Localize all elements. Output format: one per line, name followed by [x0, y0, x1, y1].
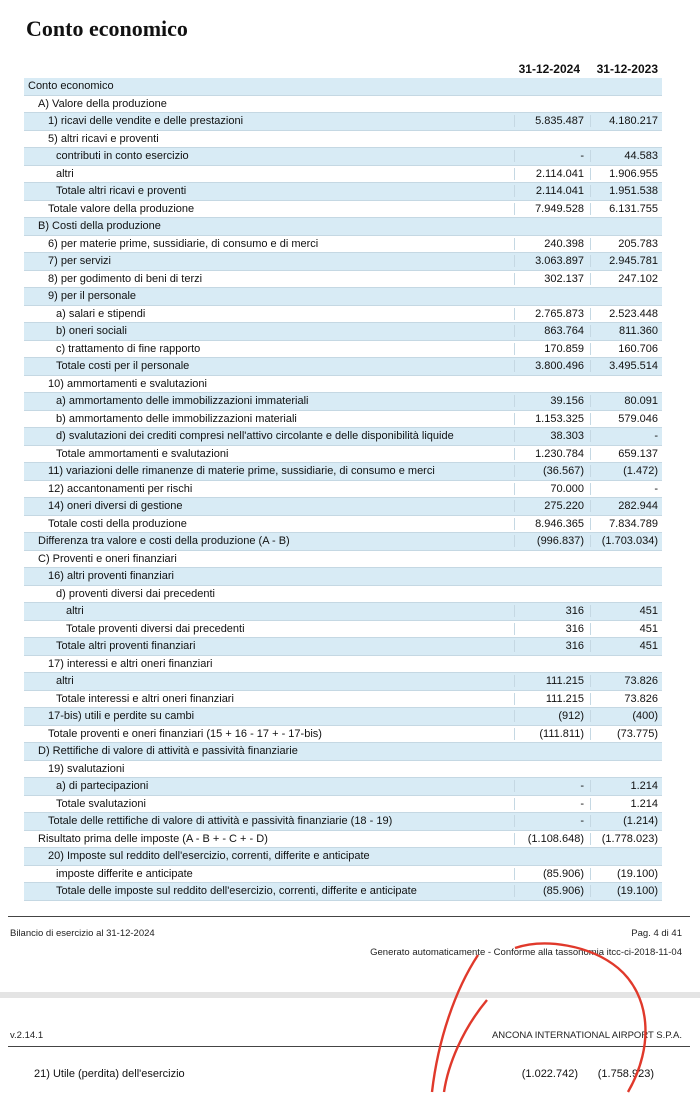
row-value-2024: 275.220: [514, 500, 590, 512]
row-label: 9) per il personale: [48, 290, 137, 303]
table-row: [24, 603, 662, 621]
row-label: altri: [66, 605, 84, 618]
column-header-2023: 31-12-2023: [596, 62, 658, 76]
row-label: D) Rettifiche di valore di attività e passività finanziarie: [38, 745, 298, 758]
row-value-2024: 170.859: [514, 343, 590, 355]
page-break: [0, 992, 700, 998]
row-value-2024: 2.765.873: [514, 308, 590, 320]
row-value-2024: 863.764: [514, 325, 590, 337]
row-label: 6) per materie prime, sussidiarie, di consumo e di merci: [48, 237, 319, 250]
row-value-2023: 451: [590, 623, 662, 635]
row-value-2024: 302.137: [514, 273, 590, 285]
table-row: [24, 358, 662, 376]
row-value-2024: 7.949.528: [514, 203, 590, 215]
row-label: Totale delle imposte sul reddito dell'esercizio, correnti, differite e anticipate: [56, 885, 417, 898]
footer-left: Bilancio di esercizio al 31-12-2024: [10, 928, 155, 939]
row-label: 14) oneri diversi di gestione: [48, 500, 183, 513]
row-label: b) ammortamento delle immobilizzazioni materiali: [56, 412, 297, 425]
table-row: [24, 726, 662, 744]
table-row: [24, 78, 662, 96]
row-value-2023: 247.102: [590, 273, 662, 285]
table-row: [24, 621, 662, 639]
row-value-2023: 2.523.448: [590, 308, 662, 320]
table-row: [24, 498, 662, 516]
table-row: [24, 516, 662, 534]
row-label: 7) per servizi: [48, 255, 111, 268]
table-row: [24, 743, 662, 761]
row-label: 16) altri proventi finanziari: [48, 570, 174, 583]
row-value-2024: 2.114.041: [514, 185, 590, 197]
row-value-2023: 73.826: [590, 693, 662, 705]
row-value-2023: 1.906.955: [590, 168, 662, 180]
table-row: [24, 586, 662, 604]
table-row: [24, 271, 662, 289]
row-label: Totale valore della produzione: [48, 202, 195, 215]
taxonomy-note: Generato automaticamente - Conforme alla tassonomia itcc-ci-2018-11-04: [370, 947, 682, 958]
page-title: Conto economico: [26, 16, 188, 41]
table-row: [24, 691, 662, 709]
final-result-2023: (1.758.923): [597, 1068, 654, 1080]
table-row: [24, 533, 662, 551]
table-row: [24, 428, 662, 446]
row-value-2024: 111.215: [514, 693, 590, 705]
table-row: [24, 568, 662, 586]
table-row: [24, 218, 662, 236]
footer-divider: [8, 916, 690, 917]
row-value-2024: -: [514, 780, 590, 792]
row-value-2023: 7.834.789: [590, 518, 662, 530]
row-value-2023: (400): [590, 710, 662, 722]
row-label: Totale svalutazioni: [56, 797, 146, 810]
row-label: b) oneri sociali: [56, 325, 127, 338]
row-value-2023: (1.214): [590, 815, 662, 827]
row-label: Conto economico: [28, 80, 114, 93]
row-label: a) di partecipazioni: [56, 780, 149, 793]
row-value-2023: 579.046: [590, 413, 662, 425]
row-label: d) proventi diversi dai precedenti: [56, 587, 215, 600]
row-value-2024: (85.906): [514, 868, 590, 880]
income-statement-table: [24, 60, 662, 901]
row-label: 17) interessi e altri oneri finanziari: [48, 657, 213, 670]
row-value-2023: 73.826: [590, 675, 662, 687]
row-value-2023: (73.775): [590, 728, 662, 740]
table-row: [24, 253, 662, 271]
row-value-2023: 1.214: [590, 780, 662, 792]
table-row: [24, 131, 662, 149]
row-value-2023: 451: [590, 640, 662, 652]
row-label: contributi in conto esercizio: [56, 150, 189, 163]
table-row: [24, 656, 662, 674]
row-label: Totale interessi e altri oneri finanziari: [56, 692, 234, 705]
row-value-2024: 3.800.496: [514, 360, 590, 372]
row-value-2023: (19.100): [590, 868, 662, 880]
row-label: d) svalutazioni dei crediti compresi nell'attivo circolante e delle disponibilità liquide: [56, 430, 454, 443]
row-value-2023: (1.778.023): [590, 833, 662, 845]
row-value-2023: 4.180.217: [590, 115, 662, 127]
row-label: Totale proventi e oneri finanziari (15 + 16 - 17 + - 17-bis): [48, 727, 322, 740]
table-row: [24, 323, 662, 341]
row-label: 20) Imposte sul reddito dell'esercizio, correnti, differite e anticipate: [48, 850, 370, 863]
row-label: C) Proventi e oneri finanziari: [38, 552, 177, 565]
final-result-2024: (1.022.742): [521, 1068, 578, 1080]
row-label: 8) per godimento di beni di terzi: [48, 272, 203, 285]
row-value-2023: (1.703.034): [590, 535, 662, 547]
row-value-2024: 316: [514, 623, 590, 635]
table-row: [24, 883, 662, 901]
row-value-2023: 1.214: [590, 798, 662, 810]
final-result-label: 21) Utile (perdita) dell'esercizio: [34, 1068, 185, 1080]
row-label: 19) svalutazioni: [48, 762, 125, 775]
row-label: Risultato prima delle imposte (A - B + - C + - D): [38, 832, 268, 845]
final-result-row: [0, 1068, 700, 1082]
page-number: Pag. 4 di 41: [631, 928, 682, 939]
row-value-2023: 451: [590, 605, 662, 617]
row-label: 1) ricavi delle vendite e delle prestazioni: [48, 115, 244, 128]
row-value-2024: (36.567): [514, 465, 590, 477]
table-row: [24, 778, 662, 796]
row-value-2024: -: [514, 815, 590, 827]
row-label: c) trattamento di fine rapporto: [56, 342, 201, 355]
row-value-2024: (85.906): [514, 885, 590, 897]
table-row: [24, 831, 662, 849]
row-value-2023: 1.951.538: [590, 185, 662, 197]
row-value-2023: 3.495.514: [590, 360, 662, 372]
table-row: [24, 236, 662, 254]
row-value-2023: 44.583: [590, 150, 662, 162]
row-label: 17-bis) utili e perdite su cambi: [48, 710, 195, 723]
row-label: Totale delle rettifiche di valore di attività e passività finanziarie (18 - 19): [48, 815, 393, 828]
row-value-2023: -: [590, 483, 662, 495]
table-row: [24, 551, 662, 569]
column-header-2024: 31-12-2024: [518, 62, 580, 76]
row-label: Totale ammortamenti e svalutazioni: [56, 447, 229, 460]
table-row: [24, 113, 662, 131]
table-body: [24, 78, 662, 901]
row-value-2023: 811.360: [590, 325, 662, 337]
table-row: [24, 148, 662, 166]
table-row: [24, 848, 662, 866]
table-row: [24, 166, 662, 184]
row-value-2024: 5.835.487: [514, 115, 590, 127]
table-row: [24, 96, 662, 114]
row-value-2024: (912): [514, 710, 590, 722]
row-value-2024: (111.811): [514, 728, 590, 740]
row-value-2024: 316: [514, 605, 590, 617]
row-value-2023: 80.091: [590, 395, 662, 407]
table-header: [24, 60, 662, 78]
table-row: [24, 708, 662, 726]
table-row: [24, 341, 662, 359]
row-value-2024: (1.108.648): [514, 833, 590, 845]
row-value-2024: 2.114.041: [514, 168, 590, 180]
table-row: [24, 463, 662, 481]
row-value-2024: -: [514, 798, 590, 810]
table-row: [24, 673, 662, 691]
table-row: [24, 306, 662, 324]
row-label: 10) ammortamenti e svalutazioni: [48, 377, 207, 390]
row-value-2024: 316: [514, 640, 590, 652]
table-row: [24, 761, 662, 779]
header-divider: [8, 1046, 690, 1047]
table-row: [24, 393, 662, 411]
table-row: [24, 201, 662, 219]
row-value-2024: 3.063.897: [514, 255, 590, 267]
row-value-2024: 111.215: [514, 675, 590, 687]
row-value-2023: 2.945.781: [590, 255, 662, 267]
row-label: Differenza tra valore e costi della produzione (A - B): [38, 535, 290, 548]
row-value-2024: 38.303: [514, 430, 590, 442]
table-row: [24, 638, 662, 656]
row-label: a) ammortamento delle immobilizzazioni immateriali: [56, 395, 309, 408]
version-label: v.2.14.1: [10, 1030, 44, 1041]
table-row: [24, 481, 662, 499]
row-value-2024: 39.156: [514, 395, 590, 407]
row-label: Totale altri ricavi e proventi: [56, 185, 187, 198]
row-value-2023: 160.706: [590, 343, 662, 355]
row-value-2024: 1.153.325: [514, 413, 590, 425]
table-row: [24, 183, 662, 201]
table-row: [24, 288, 662, 306]
row-label: altri: [56, 167, 74, 180]
row-value-2024: 70.000: [514, 483, 590, 495]
row-value-2023: 6.131.755: [590, 203, 662, 215]
table-row: [24, 866, 662, 884]
row-value-2023: -: [590, 430, 662, 442]
row-label: altri: [56, 675, 74, 688]
row-label: Totale altri proventi finanziari: [56, 640, 196, 653]
row-label: Totale costi della produzione: [48, 517, 187, 530]
table-row: [24, 796, 662, 814]
row-value-2023: 282.944: [590, 500, 662, 512]
company-name: ANCONA INTERNATIONAL AIRPORT S.P.A.: [491, 1030, 682, 1041]
table-row: [24, 813, 662, 831]
row-value-2023: 205.783: [590, 238, 662, 250]
row-value-2023: 659.137: [590, 448, 662, 460]
row-label: Totale costi per il personale: [56, 360, 190, 373]
row-label: Totale proventi diversi dai precedenti: [66, 622, 245, 635]
row-label: 12) accantonamenti per rischi: [48, 482, 193, 495]
row-label: B) Costi della produzione: [38, 220, 161, 233]
row-value-2024: (996.837): [514, 535, 590, 547]
row-value-2024: 240.398: [514, 238, 590, 250]
row-value-2023: (19.100): [590, 885, 662, 897]
row-value-2024: 8.946.365: [514, 518, 590, 530]
row-value-2024: 1.230.784: [514, 448, 590, 460]
row-value-2024: -: [514, 150, 590, 162]
row-label: imposte differite e anticipate: [56, 867, 193, 880]
row-label: 5) altri ricavi e proventi: [48, 132, 159, 145]
row-label: 11) variazioni delle rimanenze di materie prime, sussidiarie, di consumo e merci: [48, 465, 435, 478]
row-label: A) Valore della produzione: [38, 97, 167, 110]
table-row: [24, 376, 662, 394]
table-row: [24, 446, 662, 464]
table-row: [24, 411, 662, 429]
row-value-2023: (1.472): [590, 465, 662, 477]
row-label: a) salari e stipendi: [56, 307, 146, 320]
